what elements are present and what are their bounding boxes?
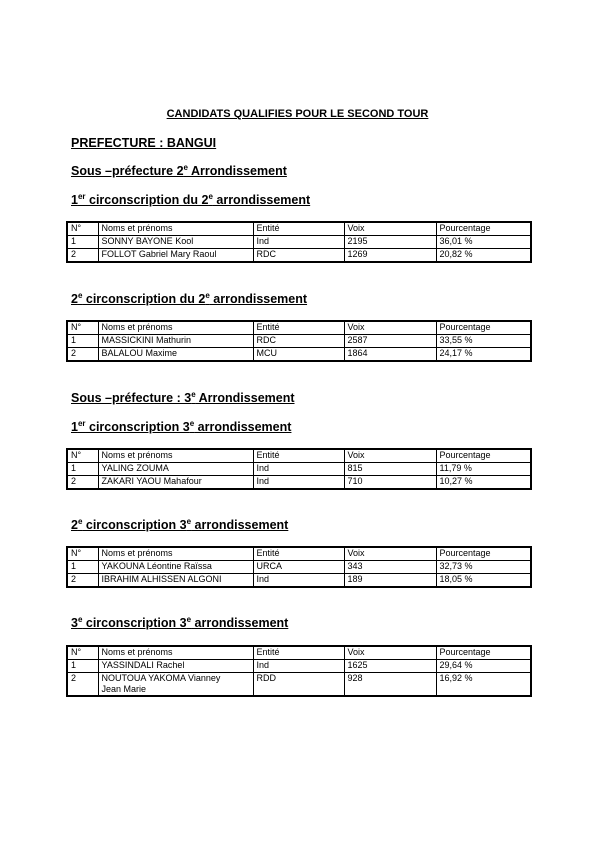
cell-num: 2: [67, 348, 98, 362]
cell-percent: 20,82 %: [436, 249, 531, 263]
results-table: [66, 221, 532, 263]
sous-prefecture-heading: Sous –préfecture 2e Arrondissement: [71, 163, 287, 178]
circonscription-heading: 3e circonscription 3e arrondissement: [71, 615, 289, 630]
cell-votes: 815: [344, 463, 436, 476]
cell-name-line2: Jean Marie: [101, 684, 147, 694]
cell-num: 2: [67, 249, 98, 263]
column-header-name: Noms et prénoms: [98, 547, 253, 561]
cell-percent: 18,05 %: [436, 574, 531, 588]
cell-entity: Ind: [253, 463, 344, 476]
cell-entity: MCU: [253, 348, 344, 362]
cell-num: 1: [67, 463, 98, 476]
column-header-entity: Entité: [253, 321, 344, 335]
circonscription-heading: 2e circonscription du 2e arrondissement: [71, 291, 308, 306]
page-title: CANDIDATS QUALIFIES POUR LE SECOND TOUR: [166, 108, 429, 120]
cell-percent: 29,64 %: [436, 660, 531, 673]
table-row: [67, 574, 531, 588]
circonscription-heading: 1er circonscription du 2e arrondissement: [71, 192, 311, 207]
column-header-num: N°: [67, 449, 98, 463]
column-header-name: Noms et prénoms: [98, 646, 253, 660]
cell-percent: 16,92 %: [436, 673, 531, 697]
table-header-row: [67, 222, 531, 236]
cell-percent: 32,73 %: [436, 561, 531, 574]
table-row: [67, 476, 531, 490]
results-table: [66, 546, 532, 588]
table-row: [67, 463, 531, 476]
column-header-percent: Pourcentage: [436, 222, 531, 236]
cell-num: 2: [67, 476, 98, 490]
column-header-name: Noms et prénoms: [98, 222, 253, 236]
circonscription-heading: 2e circonscription 3e arrondissement: [71, 517, 289, 532]
cell-percent: 11,79 %: [436, 463, 531, 476]
cell-name-line1: NOUTOUA YAKOMA Vianney: [101, 673, 221, 683]
cell-votes: 343: [344, 561, 436, 574]
cell-percent: 10,27 %: [436, 476, 531, 490]
table-row: [67, 561, 531, 574]
cell-name: SONNY BAYONE Kool: [98, 236, 253, 249]
column-header-num: N°: [67, 321, 98, 335]
cell-num: 2: [67, 574, 98, 588]
cell-votes: 2587: [344, 335, 436, 348]
column-header-entity: Entité: [253, 646, 344, 660]
column-header-votes: Voix: [344, 321, 436, 335]
column-header-percent: Pourcentage: [436, 321, 531, 335]
cell-num: 1: [67, 236, 98, 249]
cell-name: YALING ZOUMA: [98, 463, 253, 476]
column-header-num: N°: [67, 547, 98, 561]
cell-entity: Ind: [253, 236, 344, 249]
column-header-votes: Voix: [344, 222, 436, 236]
cell-entity: URCA: [253, 561, 344, 574]
column-header-num: N°: [67, 222, 98, 236]
column-header-name: Noms et prénoms: [98, 321, 253, 335]
cell-entity: RDC: [253, 335, 344, 348]
results-table: [66, 448, 532, 490]
cell-name: BALALOU Maxime: [98, 348, 253, 362]
results-table: [66, 320, 532, 362]
table-header-row: [67, 646, 531, 660]
cell-num: 1: [67, 335, 98, 348]
cell-name: MASSICKINI Mathurin: [98, 335, 253, 348]
cell-num: 1: [67, 660, 98, 673]
cell-entity: RDD: [253, 673, 344, 697]
prefecture-heading: PREFECTURE : BANGUI: [71, 136, 217, 150]
table-row: [67, 236, 531, 249]
cell-name: YASSINDALI Rachel: [98, 660, 253, 673]
table-header-row: [67, 547, 531, 561]
column-header-votes: Voix: [344, 547, 436, 561]
column-header-percent: Pourcentage: [436, 449, 531, 463]
cell-entity: Ind: [253, 660, 344, 673]
cell-entity: Ind: [253, 476, 344, 490]
cell-num: 1: [67, 561, 98, 574]
column-header-name: Noms et prénoms: [98, 449, 253, 463]
cell-num: 2: [67, 673, 98, 697]
cell-name: FOLLOT Gabriel Mary Raoul: [98, 249, 253, 263]
cell-entity: RDC: [253, 249, 344, 263]
cell-votes: 1864: [344, 348, 436, 362]
cell-votes: 1625: [344, 660, 436, 673]
sous-prefecture-heading: Sous –préfecture : 3e Arrondissement: [71, 390, 295, 405]
column-header-entity: Entité: [253, 547, 344, 561]
column-header-entity: Entité: [253, 222, 344, 236]
cell-name: YAKOUNA Léontine Raïssa: [98, 561, 253, 574]
table-row: [67, 348, 531, 362]
table-row: [67, 660, 531, 673]
cell-percent: 33,55 %: [436, 335, 531, 348]
column-header-votes: Voix: [344, 646, 436, 660]
cell-percent: 36,01 %: [436, 236, 531, 249]
table-header-row: [67, 321, 531, 335]
results-table: [66, 645, 532, 697]
cell-votes: 710: [344, 476, 436, 490]
cell-percent: 24,17 %: [436, 348, 531, 362]
table-row: [67, 249, 531, 263]
column-header-percent: Pourcentage: [436, 547, 531, 561]
circonscription-heading: 1er circonscription 3e arrondissement: [71, 419, 292, 434]
column-header-votes: Voix: [344, 449, 436, 463]
table-row: [67, 673, 531, 697]
cell-name: [98, 673, 253, 697]
cell-votes: 2195: [344, 236, 436, 249]
column-header-entity: Entité: [253, 449, 344, 463]
cell-name: IBRAHIM ALHISSEN ALGONI: [98, 574, 253, 588]
cell-entity: Ind: [253, 574, 344, 588]
cell-votes: 928: [344, 673, 436, 697]
table-header-row: [67, 449, 531, 463]
cell-name: ZAKARI YAOU Mahafour: [98, 476, 253, 490]
column-header-percent: Pourcentage: [436, 646, 531, 660]
cell-votes: 189: [344, 574, 436, 588]
table-row: [67, 335, 531, 348]
cell-votes: 1269: [344, 249, 436, 263]
column-header-num: N°: [67, 646, 98, 660]
